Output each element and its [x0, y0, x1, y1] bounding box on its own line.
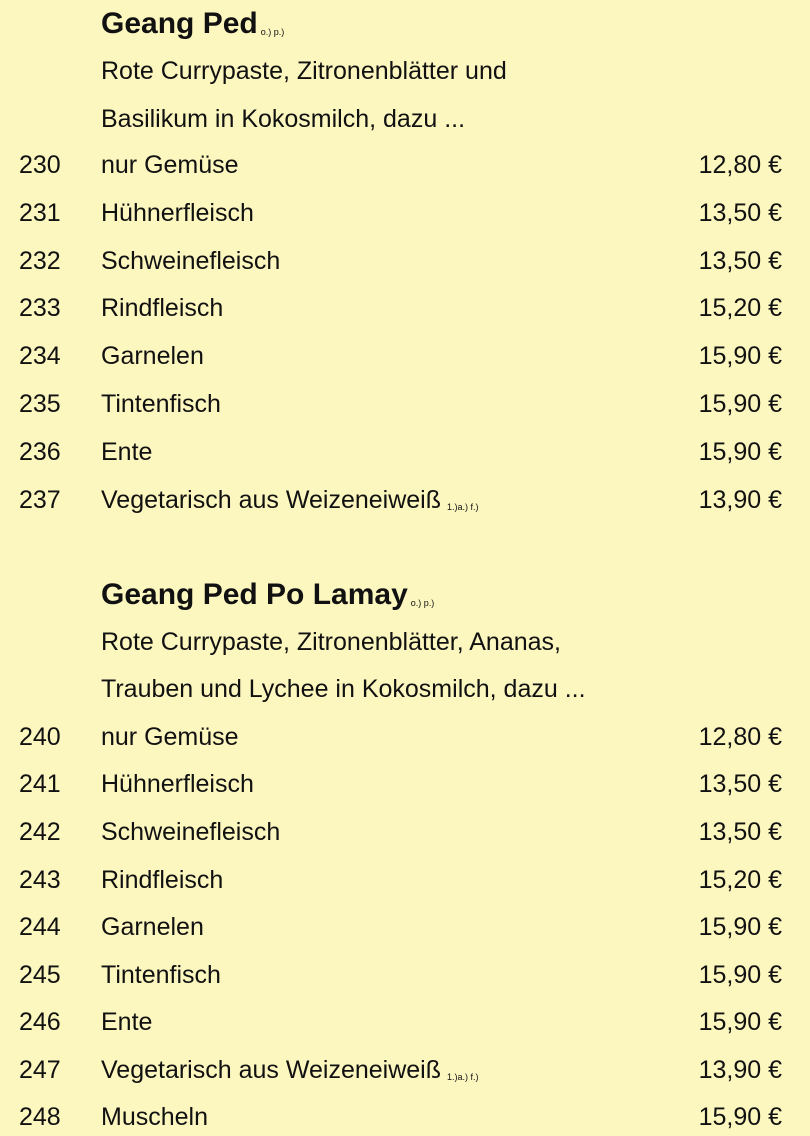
item-price: 15,90 € — [698, 438, 782, 466]
item-name — [101, 437, 152, 467]
section-title-text: Geang Ped Po Lamay — [101, 578, 408, 611]
section-title — [101, 580, 434, 610]
item-name — [101, 722, 239, 752]
section-description-line: Trauben und Lychee in Kokosmilch, dazu ... — [101, 675, 586, 703]
menu-item — [0, 485, 810, 515]
item-number: 233 — [19, 294, 61, 322]
section-description-line: Rote Currypaste, Zitronenblätter, Ananas, — [101, 628, 561, 656]
section-title — [101, 9, 284, 39]
item-number: 237 — [19, 486, 61, 514]
item-price: 15,90 € — [698, 390, 782, 418]
item-name — [101, 1102, 208, 1132]
item-price: 13,90 € — [698, 1056, 782, 1084]
item-price: 13,50 € — [698, 199, 782, 227]
item-name-text: nur Gemüse — [101, 723, 239, 751]
item-price: 15,20 € — [698, 294, 782, 322]
menu-item — [0, 150, 810, 180]
item-name-text: Schweinefleisch — [101, 818, 281, 846]
item-name — [101, 769, 254, 799]
item-number: 232 — [19, 247, 61, 275]
item-name — [101, 485, 479, 522]
section-title-allergen-note: o.) p.) — [410, 598, 435, 608]
item-price: 15,90 € — [698, 961, 782, 989]
item-price: 13,50 € — [698, 770, 782, 798]
section-description-line: Rote Currypaste, Zitronenblätter und — [101, 57, 507, 85]
item-number: 231 — [19, 199, 61, 227]
item-number: 235 — [19, 390, 61, 418]
item-price: 15,90 € — [698, 342, 782, 370]
item-name-text: Rindfleisch — [101, 866, 224, 894]
menu-item — [0, 960, 810, 990]
item-price: 15,90 € — [698, 1103, 782, 1131]
section-title-text: Geang Ped — [101, 7, 258, 40]
menu-item — [0, 1102, 810, 1132]
item-name — [101, 341, 204, 371]
item-name-text: Muscheln — [101, 1103, 208, 1131]
item-name-text: Schweinefleisch — [101, 247, 281, 275]
menu-item — [0, 865, 810, 895]
item-number: 242 — [19, 818, 61, 846]
item-name-text: Rindfleisch — [101, 294, 224, 322]
item-number: 236 — [19, 438, 61, 466]
menu-item — [0, 722, 810, 752]
item-name — [101, 246, 280, 276]
item-name — [101, 1007, 152, 1037]
item-name — [101, 389, 221, 419]
item-price: 15,90 € — [698, 1008, 782, 1036]
item-name-text: Hühnerfleisch — [101, 199, 254, 227]
item-name-text: Hühnerfleisch — [101, 770, 254, 798]
section-title-allergen-note: o.) p.) — [260, 27, 285, 37]
item-number: 248 — [19, 1103, 61, 1131]
item-name-text: Tintenfisch — [101, 961, 221, 989]
menu-item — [0, 1007, 810, 1037]
menu-item — [0, 769, 810, 799]
item-price: 15,90 € — [698, 913, 782, 941]
item-price: 13,50 € — [698, 247, 782, 275]
item-price: 12,80 € — [698, 151, 782, 179]
item-number: 240 — [19, 723, 61, 751]
item-price: 12,80 € — [698, 723, 782, 751]
item-name — [101, 912, 204, 942]
item-name-text: Vegetarisch aus Weizeneiweiß — [101, 486, 441, 514]
item-number: 234 — [19, 342, 61, 370]
item-number: 244 — [19, 913, 61, 941]
item-name-text: nur Gemüse — [101, 151, 239, 179]
item-price: 15,20 € — [698, 866, 782, 894]
item-name-text: Garnelen — [101, 342, 204, 370]
item-name — [101, 865, 223, 895]
item-allergen-note: 1.)a.) f.) — [447, 502, 479, 512]
item-number: 245 — [19, 961, 61, 989]
item-name — [101, 1055, 479, 1092]
menu-item — [0, 817, 810, 847]
menu-item — [0, 246, 810, 276]
item-price: 13,90 € — [698, 486, 782, 514]
menu-item — [0, 912, 810, 942]
item-name — [101, 198, 254, 228]
menu-item — [0, 293, 810, 323]
item-number: 246 — [19, 1008, 61, 1036]
item-name-text: Vegetarisch aus Weizeneiweiß — [101, 1056, 441, 1084]
item-name — [101, 293, 223, 323]
item-name-text: Ente — [101, 1008, 153, 1036]
menu-item — [0, 198, 810, 228]
item-number: 247 — [19, 1056, 61, 1084]
menu-item — [0, 389, 810, 419]
menu-item — [0, 341, 810, 371]
item-name-text: Ente — [101, 438, 153, 466]
item-name — [101, 960, 221, 990]
item-name-text: Garnelen — [101, 913, 204, 941]
section-description-line: Basilikum in Kokosmilch, dazu ... — [101, 105, 466, 133]
item-name — [101, 150, 239, 180]
item-number: 243 — [19, 866, 61, 894]
item-number: 241 — [19, 770, 61, 798]
item-name-text: Tintenfisch — [101, 390, 221, 418]
menu-item — [0, 1055, 810, 1085]
item-allergen-note: 1.)a.) f.) — [447, 1072, 479, 1082]
item-price: 13,50 € — [698, 818, 782, 846]
item-name — [101, 817, 280, 847]
item-number: 230 — [19, 151, 61, 179]
menu-item — [0, 437, 810, 467]
